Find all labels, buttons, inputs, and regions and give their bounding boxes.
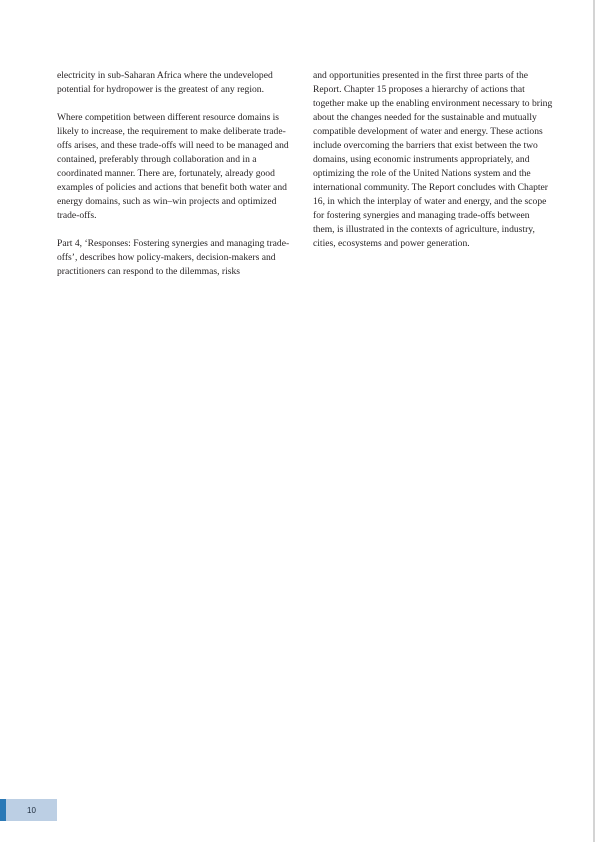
paragraph: and opportunities presented in the first three parts of the Report. Chapter 15 proposes a hierarchy of actions that together make up the enabling environment necessary to bring about the changes needed for the sustainable and mutually compatible development of water and energy. These actions include overcoming the barriers that exist between the two domains, using economic instruments appropriately, and optimizing the role of the United Nations system and the international community. The Report concludes with Chapter 16, in which the interplay of water and energy, and the scope for fostering synergies and managing trade-offs between them, is illustrated in the contexts of agriculture, industry, cities, ecosystems and power generation. [313,70,553,249]
paragraph: Part 4, ‘Responses: Fostering synergies and managing trade-offs’, describes how policy-makers, decision-makers and practitioners can respond to the dilemmas, risks [57,238,290,277]
page-number: 10 [27,805,36,815]
right-text-column [313,69,553,265]
left-text-column [57,69,297,293]
page-number-box [6,799,57,821]
paragraph: electricity in sub-Saharan Africa where the undeveloped potential for hydropower is the greatest of any region. [57,70,273,95]
paragraph: Where competition between different resource domains is likely to increase, the requirement to make deliberate trade-offs arises, and these trade-offs will need to be managed and contained, preferably through collaboration and in a coordinated manner. There are, fortunately, already good examples of policies and actions that benefit both water and energy domains, such as win–win projects and optimized trade-offs. [57,112,289,221]
